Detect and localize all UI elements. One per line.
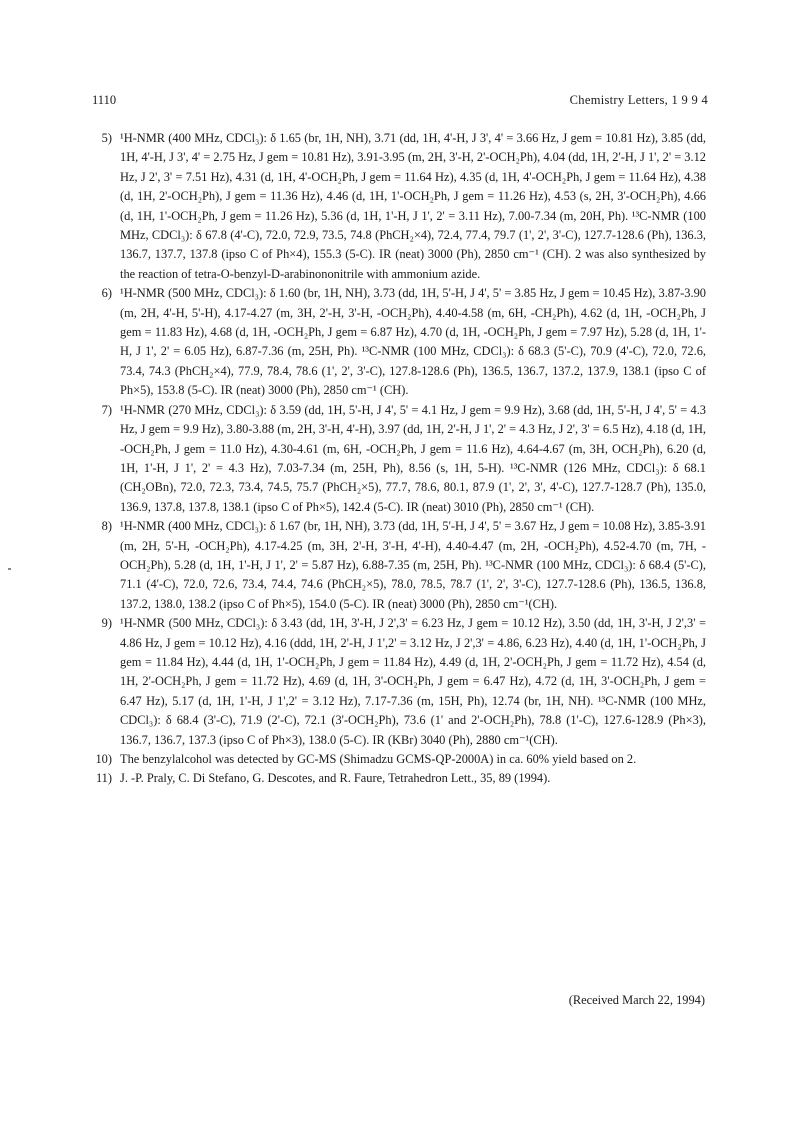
note-text: The benzylalcohol was detected by GC-MS (Shimadzu GCMS-QP-2000A) in ca. 60% yield based on 2. — [120, 752, 637, 766]
note-number: 10) — [95, 752, 112, 766]
note-11 — [88, 769, 706, 788]
note-text: ¹H-NMR (270 MHz, CDCl₃): δ 3.59 (dd, 1H, 5'-H, J 4', 5' = 4.1 Hz, J gem = 9.9 Hz), 3.68 (dd, 1H, 5'-H, J 4', 5' = 4.3 Hz, J gem = 9.9 Hz), 3.80-3.88 (m, 2H, 3'-H, 4'-H), 3.97 (dd, 1H, 2'-H, J 1', 2' = 4.3 Hz, J 2', 3' = 6.5 Hz), 4.18 (d, 1H, -OCH₂Ph, J gem = 11.0 Hz), 4.30-4.61 (m, 6H, -OCH₂Ph, J gem = 11.6 Hz), 4.64-4.67 (m, 3H, OCH₂Ph), 6.20 (d, 1H, 1'-H, J 1', 2' = 4.3 Hz), 7.03-7.34 (m, 25H, Ph), 8.56 (s, 1H, 5-H). ¹³C-NMR (126 MHz, CDCl₃): δ 68.1 (CH₂OBn), 72.0, 72.3, 73.4, 74.5, 75.7 (PhCH₂×5), 77.7, 78.6, 80.1, 87.9 (1', 2', 3', 4'-C), 127.7-128.7 (Ph), 135.0, 136.9, 137.8, 137.8, 138.1 (ipso C of Ph×5), 142.4 (5-C). IR (neat) 3010 (Ph), 2850 cm⁻¹ (CH). — [120, 402, 706, 514]
received-date: (Received March 22, 1994) — [568, 993, 705, 1007]
journal-header: Chemistry Letters, 1 9 9 4 — [569, 93, 708, 107]
note-8 — [88, 517, 706, 614]
note-text: J. -P. Praly, C. Di Stefano, G. Descotes, and R. Faure, Tetrahedron Lett., 35, 89 (1994). — [120, 771, 551, 786]
note-text: ¹H-NMR (500 MHz, CDCl₃): δ 3.43 (dd, 1H, 3'-H, J 2',3' = 6.23 Hz, J gem = 10.12 Hz), 3.50 (dd, 1H, 3'-H, J 2',3' = 4.86 Hz, J gem = 10.12 Hz), 4.16 (ddd, 1H, 2'-H, J 1',2' = 3.12 Hz, J 2',3' = 4.86, 6.23 Hz), 4.40 (d, 1H, 1'-OCH₂Ph, J gem = 11.84 Hz), 4.44 (d, 1H, 1'-OCH₂Ph, J gem = 11.84 Hz), 4.49 (d, 1H, 2'-OCH₂Ph, J gem = 11.72 Hz), 4.54 (d, 1H, 2'-OCH₂Ph, J gem = 11.72 Hz), 4.69 (d, 1H, 3'-OCH₂Ph, J gem = 6.47 Hz), 4.72 (d, 1H, 3'-OCH₂Ph, J gem = 6.47 Hz), 5.17 (d, 1H, 1'-H, J 1',2' = 3.12 Hz), 7.17-7.36 (m, 15H, Ph), 12.74 (br, 1H, NH). ¹³C-NMR (100 MHz, CDCl₃): δ 68.4 (3'-C), 71.9 (2'-C), 72.1 (3'-OCH₂Ph), 73.6 (1' and 2'-OCH₂Ph), 78.8 (1'-C), 127.6-128.9 (Ph×3), 136.7, 136.7, 137.3 (ipso C of Ph×3), 138.0 (5-C). IR (KBr) 3040 (Ph), 2880 cm⁻¹(CH). — [120, 616, 706, 747]
note-number: 5) — [101, 131, 112, 145]
notes-list — [88, 129, 706, 789]
note-7 — [88, 401, 706, 517]
note-number: 7) — [101, 402, 112, 417]
note-text: ¹H-NMR (400 MHz, CDCl₃): δ 1.65 (br, 1H, NH), 3.71 (dd, 1H, 4'-H, J 3', 4' = 3.66 Hz, J gem = 10.81 Hz), 3.85 (dd, 1H, 4'-H, J 3', 4' = 2.75 Hz, J gem = 10.81 Hz), 3.91-3.95 (m, 2H, 3'-H, 2'-OCH₂Ph), 4.04 (dd, 1H, 2'-H, J 1', 2' = 3.12 Hz, J 2', 3' = 7.51 Hz), 4.31 (d, 1H, 4'-OCH₂Ph, J gem = 11.64 Hz), 4.35 (d, 1H, 4'-OCH₂Ph, J gem = 11.64 Hz), 4.38 (d, 1H, 2'-OCH₂Ph), J gem = 11.36 Hz), 4.46 (d, 1H, 1'-OCH₂Ph, J gem = 11.26 Hz), 4.53 (s, 2H, 3'-OCH₂Ph), 4.66 (d, 1H, 1'-OCH₂Ph, J gem = 11.26 Hz), 5.36 (d, 1H, 1'-H, J 1', 2' = 3.11 Hz), 7.00-7.34 (m, 20H, Ph). ¹³C-NMR (100 MHz, CDCl₃): δ 67.8 (4'-C), 72.0, 72.9, 73.5, 74.8 (PhCH₂×4), 72.4, 77.4, 79.7 (1', 2', 3'-C), 127.7-128.6 (Ph), 136.3, 136.7, 137.7, 137.8 (ipso C of Ph×4), 155.3 (5-C). IR (neat) 3000 (Ph), 2850 cm⁻¹ (CH). 2 was also synthesized by the reaction of tetra-O-benzyl-D-arabinononitrile with ammonium azide. — [120, 131, 706, 281]
note-number: 8) — [101, 519, 112, 534]
note-number: 11) — [95, 771, 112, 786]
scan-speck — [8, 568, 11, 570]
note-text: ¹H-NMR (400 MHz, CDCl₃): δ 1.67 (br, 1H, NH), 3.73 (dd, 1H, 5'-H, J 4', 5' = 3.67 Hz, J gem = 10.08 Hz), 3.85-3.91 (m, 2H, 5'-H, -OCH₂Ph), 4.17-4.25 (m, 3H, 2'-H, 3'-H, 4'-H), 4.40-4.47 (m, 2H, -OCH₂Ph), 4.52-4.70 (m, 7H, -OCH₂Ph), 5.28 (d, 1H, 1'-H, J 1', 2' = 5.87 Hz), 6.88-7.35 (m, 25H, Ph). ¹³C-NMR (100 MHz, CDCl₃): δ 68.4 (5'-C), 71.1 (4'-C), 72.0, 72.6, 73.4, 74.4, 74.6 (PhCH₂×5), 78.0, 78.5, 78.7 (1', 2', 3'-C), 127.7-128.6 (Ph), 136.5, 136.8, 137.2, 138.0, 138.2 (ipso C of Ph×5), 154.0 (5-C). IR (neat) 3000 (Ph), 2850 cm⁻¹(CH). — [120, 519, 706, 611]
note-5 — [88, 129, 706, 284]
note-number: 9) — [101, 616, 112, 631]
note-10 — [88, 750, 706, 769]
note-9 — [88, 614, 706, 750]
page-number: 1110 — [92, 93, 117, 107]
note-6 — [88, 284, 706, 400]
note-number: 6) — [101, 286, 112, 301]
note-text: ¹H-NMR (500 MHz, CDCl₃): δ 1.60 (br, 1H, NH), 3.73 (dd, 1H, 5'-H, J 4', 5' = 3.85 Hz, J gem = 10.45 Hz), 3.87-3.90 (m, 2H, 4'-H, 5'-H), 4.17-4.27 (m, 3H, 2'-H, 3'-H, -OCH₂Ph), 4.40-4.58 (m, 6H, -CH₂Ph), 4.62 (d, 1H, -OCH₂Ph, J gem = 11.83 Hz), 4.68 (d, 1H, -OCH₂Ph, J gem = 6.87 Hz), 4.70 (d, 1H, -OCH₂Ph, J gem = 7.97 Hz), 5.28 (d, 1H, 1'-H, J 1', 2' = 6.05 Hz), 6.87-7.36 (m, 25H, Ph). ¹³C-NMR (100 MHz, CDCl₃): δ 68.3 (5'-C), 70.9 (4'-C), 72.0, 72.6, 73.4, 74.3 (PhCH₂×4), 77.9, 78.4, 78.6 (1', 2', 3'-C), 127.8-128.6 (Ph), 136.5, 136.7, 137.2, 137.9, 138.1 (ipso C of Ph×5), 153.8 (5-C). IR (neat) 3000 (Ph), 2850 cm⁻¹ (CH). — [120, 286, 706, 398]
